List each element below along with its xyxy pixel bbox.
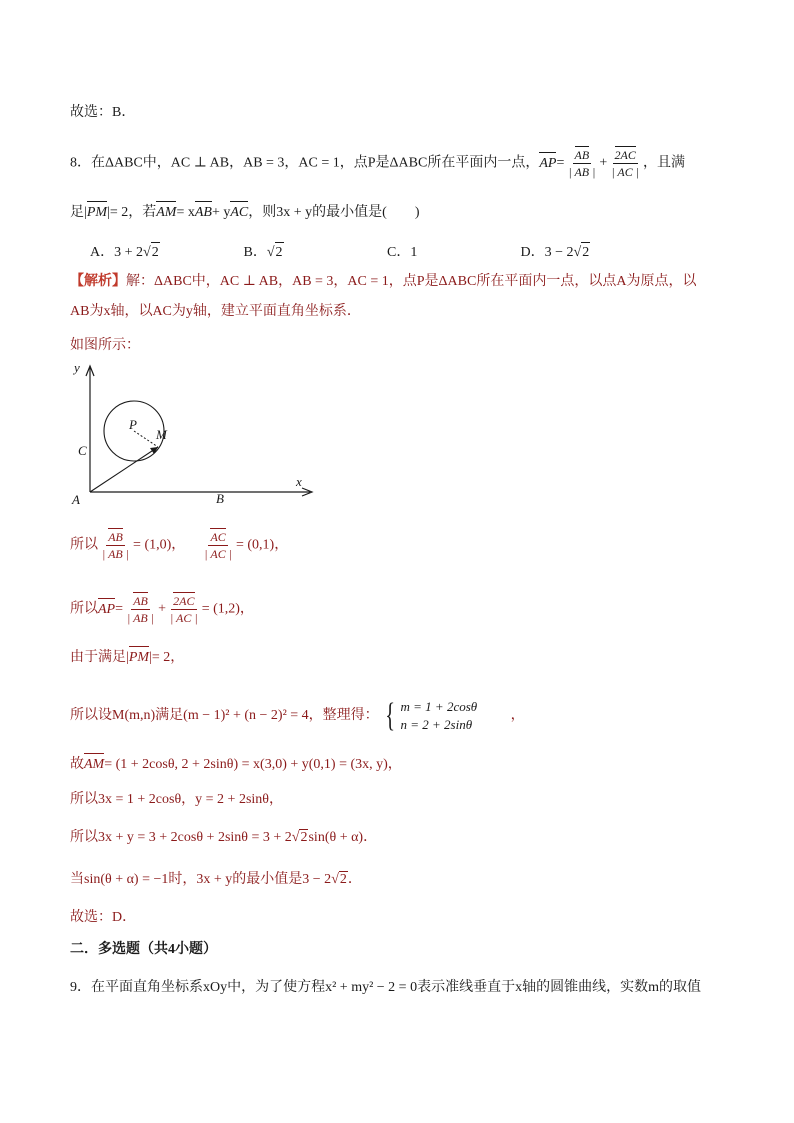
option-c[interactable] [387,243,517,263]
option-b-text: B． [243,245,267,260]
sqrt-symbol: √2 [267,242,284,263]
norm-ab: | AB | [568,165,596,179]
solution-step-7 [70,828,377,848]
brace-symbol: { [385,697,396,734]
option-d-text: D．3 − 2 [520,245,574,260]
equals-sign: = [115,601,124,617]
vector-ac: AC [210,530,226,544]
vector-ap: AP [98,600,115,620]
norm-ac: | AC | [204,547,232,561]
solution-step-8 [70,870,362,890]
vector-pm: PM [87,203,107,223]
label-c: C [78,443,87,458]
label-p: P [129,417,137,432]
text-segment: 所以 [70,601,98,617]
text-segment: ， [510,708,525,724]
vector-ab: AB [195,203,212,223]
solution-line-2: AB为x轴，以AC为y轴，建立平面直角坐标系． [70,304,361,319]
vector-am-line [90,447,158,492]
solution-line-1 [70,272,696,292]
vector-pm: PM [129,648,149,668]
fraction-ab-unit [100,530,131,561]
fraction-ac-unit [202,530,234,561]
coordinate-diagram [66,358,326,508]
sqrt-symbol: √2 [291,830,308,845]
question-text: 在ΔABC中，AC ⊥ AB，AB = 3，AC = 1，点P是ΔABC所在平面内一点， [91,155,540,171]
text-segment: = x [176,205,195,220]
equals-sign: = [556,155,565,171]
text-segment: |= 2，若 [107,205,157,220]
question-8-line-2 [70,203,420,223]
sqrt-symbol: √2 [143,242,160,263]
fraction-ac-unit [609,148,641,179]
vector-ap: AP [539,154,556,174]
solution-step-1 [70,530,288,561]
solution-step-4 [70,698,525,734]
solution-step-5 [70,755,402,775]
question-8-line-1 [70,148,685,179]
radicand: 2 [581,242,590,263]
question-9-line-1: 9．在平面直角坐标系xOy中，为了使方程x² + my² − 2 = 0表示准线垂直于x轴的圆锥曲线，实数m的取值 [70,980,701,995]
text-segment: = (1 + 2cosθ, 2 + 2sinθ) = x(3,0) + y(0,1) = (3x, y)， [104,757,402,772]
option-b[interactable] [244,242,384,263]
figure-caption: 如图所示： [70,338,140,353]
answer-line-8: 故选：D． [70,910,137,925]
plus-sign: + [599,155,608,171]
question-number: 8． [70,155,91,171]
label-y: y [74,360,80,375]
radicand: 2 [275,242,284,263]
fraction-ab-unit [566,148,597,179]
text-segment: 足| [70,205,87,220]
text-segment: 所以3x + y = 3 + 2cosθ + 2sinθ = 3 + 2 [70,830,292,845]
label-b: B [216,491,224,506]
text-segment: sin(θ + α)． [308,830,378,845]
plus-sign: + [158,601,166,617]
sqrt-symbol: √2 [331,872,347,887]
option-a[interactable] [90,242,240,263]
label-x: x [296,474,302,489]
solution-step-2 [70,594,254,625]
text-segment: 当sin(θ + α) = −1时，3x + y的最小值是3 − 2 [70,872,332,887]
norm-ab: | AB | [127,611,155,625]
text-segment: = (1,2)， [201,601,254,617]
solution-tag: 【解析】 [70,274,126,289]
vector-am: AM [156,203,176,223]
answer-line-7: 故选：B． [70,105,136,120]
sqrt-symbol: √2 [574,242,591,263]
radicand: 2 [151,242,160,263]
text-segment: + y [211,205,231,220]
fraction-ab-unit [125,594,156,625]
text-segment: ． [347,872,362,887]
vector-ab: AB [133,594,148,608]
vector-2ac: 2AC [173,594,195,608]
equation-row-2: n = 2 + 2sinθ [400,717,473,732]
vector-ab: AB [108,530,123,544]
vector-2ac: 2AC [614,148,636,162]
label-m: M [156,427,167,442]
section-heading: 二．多选题（共4小题） [70,942,217,957]
option-d[interactable] [521,242,591,263]
option-c-text: C．1 [387,245,418,260]
text-segment: = (1,0)， [133,537,186,553]
text-segment: ，则3x + y的最小值是( ) [248,205,420,220]
option-a-text: A．3 + 2 [90,245,144,260]
fraction-ac-unit [168,594,200,625]
norm-ab: | AB | [102,547,130,561]
label-a: A [72,492,80,507]
text-segment: 由于满足| [70,650,129,665]
text-segment: 故 [70,757,84,772]
radicand: 2 [339,872,347,887]
text-segment: 所以 [70,537,98,553]
norm-ac: | AC | [611,165,640,179]
equation-system [382,698,477,734]
equation-row-1: m = 1 + 2cosθ [400,699,478,714]
vector-am: AM [84,755,104,775]
text-segment: 所以设M(m,n)满足(m − 1)² + (n − 2)² = 4，整理得： [70,708,379,724]
vector-ab: AB [574,148,590,162]
solution-text: 解：ΔABC中，AC ⊥ AB，AB = 3，AC = 1，点P是ΔABC所在平面内一点，以点A为原点，以 [126,274,697,289]
radicand: 2 [300,830,308,845]
solution-step-3 [70,648,184,668]
text-segment: = (0,1)， [236,537,289,553]
text-segment: |= 2， [149,650,185,665]
norm-ac: | AC | [169,611,198,625]
question-text-tail: ，且满 [643,155,686,171]
segment-pm [134,431,158,447]
solution-step-6: 所以3x = 1 + 2cosθ，y = 2 + 2sinθ， [70,792,283,807]
vector-ac: AC [230,203,248,223]
options-row [90,242,590,263]
